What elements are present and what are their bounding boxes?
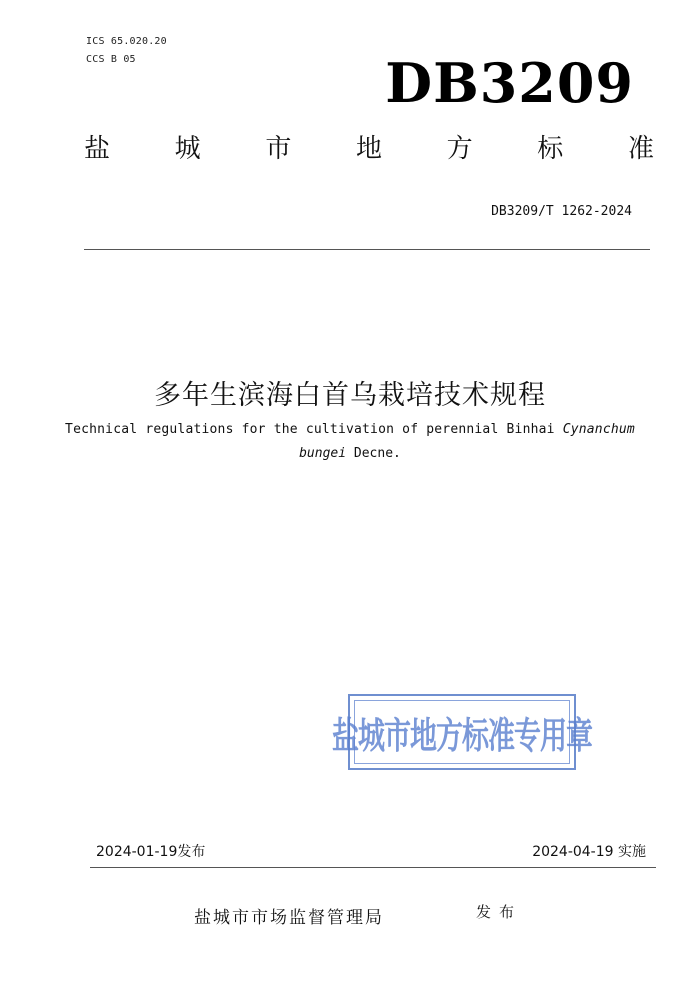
standard-type-char: 市 (265, 134, 292, 164)
standard-type-char: 标 (537, 134, 564, 164)
issuing-authority: 盐城市市场监督管理局 (194, 908, 384, 928)
official-seal-stamp (332, 694, 592, 770)
standard-type-char: 城 (174, 134, 201, 164)
title-english-species-epithet: bungei (299, 446, 347, 461)
document-title-chinese: 多年生滨海白首乌栽培技术规程 (154, 380, 546, 411)
stamp-inner-border (332, 700, 592, 764)
issue-label: 发布 (476, 903, 523, 921)
standard-type-char: 盐 (84, 134, 111, 164)
implementation-date: 2024-04-19 实施 (532, 844, 646, 860)
standard-type-char: 方 (446, 134, 473, 164)
title-english-author: Decne. (346, 446, 401, 461)
standard-type-heading (84, 136, 654, 162)
footer-divider (90, 867, 656, 868)
standard-type-char: 地 (355, 134, 382, 164)
standard-number: DB3209/T 1262-2024 (491, 204, 632, 219)
issue-date: 2024-01-19发布 (96, 844, 206, 860)
header-divider (84, 249, 650, 250)
ccs-code: CCS B 05 (86, 54, 136, 65)
ics-code: ICS 65.020.20 (86, 36, 167, 47)
title-english-species-genus: Cynanchum (562, 422, 635, 437)
stamp-text: 盐城市地方标准专用章 (332, 715, 592, 757)
title-english-text: Technical regulations for the cultivation of perennial Binhai (65, 422, 563, 437)
db-code-title: DB3209 (385, 51, 634, 115)
document-title-english-line2 (0, 446, 700, 461)
document-title-english-line1 (0, 422, 700, 437)
standard-type-char: 准 (627, 134, 654, 164)
